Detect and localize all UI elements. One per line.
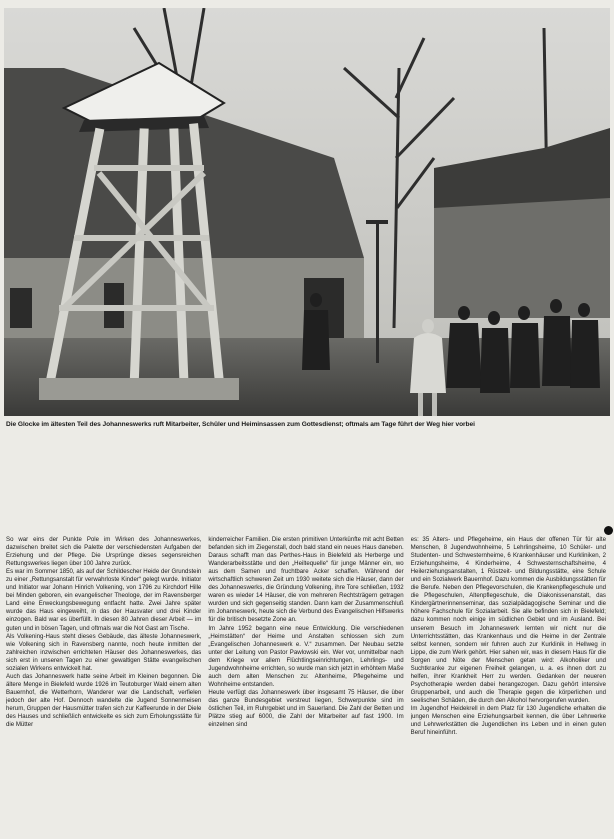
photo-belltower (4, 8, 610, 416)
paragraph: Es war im Sommer 1850, als auf der Schildescher Heide der Grundstein zu einer „Rettungsanstalt für verwahrloste Kinder“ gelegt wurde. Initiator und Initiator war Johann Hinrich Volkening, von 1796 zu Kirchdorf Hille bei Minden geboren, ein evangelischer Theologe, der im Ravensberger Land eine Erweckungsbewegung entfacht hatte. Zwei Jahre später wurde das Haus eingeweiht, in das der Hausvater und drei Kinder einzogen. Bald war es überfüllt. In diesen 80 Jahren dieser Arbeit — im guten und in bösen Tagen, und oftmals war die Not Gast am Tische. (6, 568, 202, 632)
paragraph: Heute verfügt das Johanneswerk über insgesamt 75 Häuser, die über das ganze Bundesgebiet verstreut liegen, Schwerpunkte sind im östlichen Teil, im Ruhrgebiet und im Sauerland. Die Zahl der Betten und Plätze stieg auf 6000, die Zahl der Mitarbeiter auf fast 1900. Im einzelnen sind (208, 688, 404, 729)
article-column-1 (6, 536, 201, 836)
article-body (6, 536, 606, 836)
paragraph: Auch das Johanneswerk hatte seine Arbeit im Kleinen begonnen. Die ältere Menge in Bielefeld wurde 1926 im Teutoburger Wald einem alten Bauernhof, die Wetterhorn, Wanderer war die Landschaft, verfielen jedoch der alte Hof. Dennoch wandelte die Jugend Sonnenmeisen herum, Gruppen der Hausmütter trafen sich zur Kaffeerunde in der Diele des Hauses und schließlich entwickelte es sich zum Erholungsstätte für die Mütter (6, 672, 202, 729)
photo-caption: Die Glocke im ältesten Teil des Johanneswerks ruft Mitarbeiter, Schüler und Heiminsassen zum Gottesdienst; oftmals am Tage führt der Weg hier vorbei (6, 421, 475, 428)
photo-belltower-icon (4, 8, 610, 416)
paragraph: Im Jugendhof Heidekrell in dem Platz für 130 Jugendliche erhalten die jungen Menschen eine Erziehungsarbeit kennen, die über Lehrwerke und Lehrwerkstätten die Jugendlichen ins Leben und in einen guten Beruf hineinführt. (410, 704, 606, 737)
article-column-2 (208, 536, 403, 836)
paragraph: Im Jahre 1952 begann eine neue Entwicklung. Die verschiedenen „Heimstätten“ der Heime und Anstalten schlossen sich zum „Evangelischen Johanneswerk e. V.“ zusammen. Der Neubau setzte unter der Leitung von Pastor Pawlowski ein. Wer vor, unmittelbar nach dem Kriege vor allem Flüchtlingseinrichtungen, Lehrlings- und Jugendwohnheime errichten, so wurde man sich jetzt in erhöhtem Maße auch dem alten Menschen zu: Altenheime, Pflegeheime und Wohnheime entstanden. (208, 624, 404, 688)
paragraph: So war eins der Punkte Pole im Wirken des Johanneswerkes, dazwischen breitet sich die Palette der verschiedensten Aufgaben der Erziehung und der Pflege. Die Ursprünge dieses segensreichen Rettungswerkes liegen über 100 Jahre zurück. (6, 536, 202, 568)
paragraph: es: 35 Alters- und Pflegeheime, ein Haus der offenen Tür für alte Menschen, 8 Jugendwohnheime, 5 Lehrlingsheime, 10 Schüler- und Studenten- und Schwesternheime, 6 Krankenhäuser und Kurkliniken, 2 Erziehungsheime, 4 Kinderheime, 4 Schwesternschaftsheime, 4 Heilerziehungsanstalten, 1 Rüstzeit- und Bildungsstätte, eine Schule und ein Sozialwerk Bauernhof. Dazu kommen die Ausbildungsstätten für die Berufe. Neben den Pflegevorschulen, die Krankenpflegeschule und die Pflegeschulen, Altenpflegeschule, die Diakonissenanstalt, das Kindergärtnerinnenseminar, das sozialpädagogische Seminar und die höhere Fachschule für Sozialarbeit. Sie alle befinden sich in Bielefeld; dazu kommen noch einige im südlichen Gebiet und im Ausland. Bei unserem Besuch im Johanneswerk lernten wir nicht nur die Unterrichtsstätten, das Krankenhaus und die Heime in der Zentrale selbst kennen, sondern wir fuhren auch zur Kurklinik in Hellweg in Lippe, die zum Werk gehört. Hier sahen wir, was in diesem Haus für die Sorgen und Nöte der Menschen getan wird: Alkoholiker und Suchtkranke zur eigenen Freiheit gelangen, u. a. es ihnen dort zu helfen, ihrer Krankheit Herr zu werden. Gedanken der neueren Psychotherapie werden dabei herangezogen. Dazu gehört intensive Gruppenarbeit, und auch die Therapie gegen die körperlichen und seelischen Schäden, die durch den Alkohol hervorgerufen wurden. (410, 536, 606, 704)
page-marker-icon (604, 526, 613, 535)
paragraph: kinderreicher Familien. Die ersten primitiven Unterkünfte mit acht Betten befanden sich im Ziegenstall, doch bald stand ein neues Haus daneben. Daraus schafft man das Perthes-Haus in Bielefeld als Herberge und Wanderarbeitsstätte und den „Heiltequelle“ für junge Männer ein, wo aus dem Samen und fruchtbare Acker schaffen. Während der wirtschaftlich schweren Zeit um 1930 weitete sich die Häuser, dann der des Johanneswerks, die Gründung Volkening, ihre Tore schließen, 1932 waren es wieder 14 Häuser, die von mehreren Rechtsträgern getragen wurden und sich gegenseitig standen. Dann kam der Zusammenschluß im Johanneswerk, heute sich die Verbund des Evangelischen Hilfswerks für die britisch besetzte Zone an. (208, 536, 404, 624)
paragraph: Als Volkening-Haus steht dieses Gebäude, das älteste Johanneswerk, wie Volkening sich in Ravensberg nannte, noch heute inmitten der zahlreichen inzwischen errichteten Häuser des Johanneswerkes, das sich erst in unseren Tagen zu einer gewaltigen Stätte evangelischen sozialen Wirkens entwickelt hat. (6, 632, 202, 672)
article-column-3 (411, 536, 606, 836)
